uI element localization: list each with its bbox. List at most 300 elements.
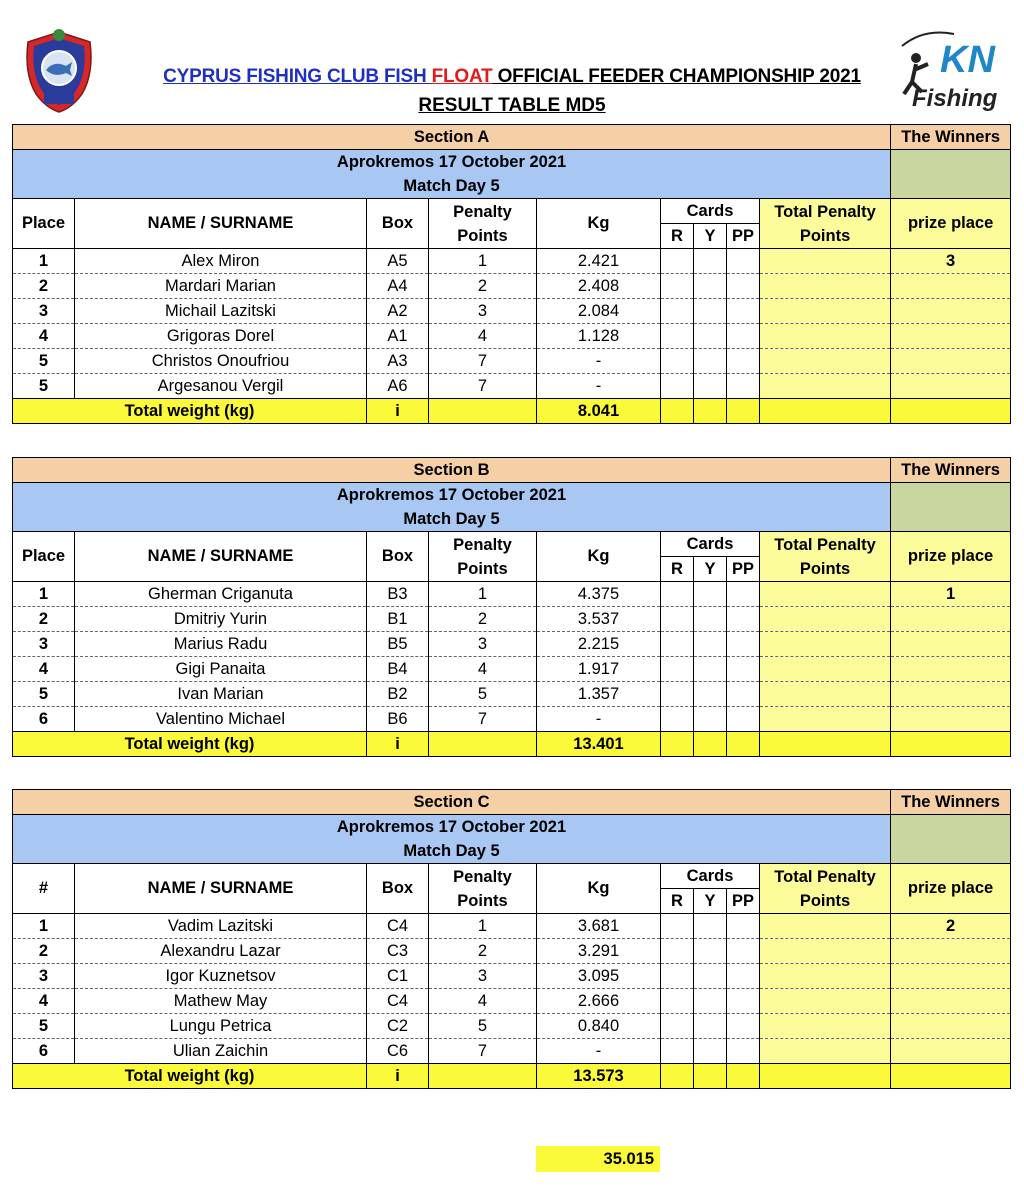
card-y-cell xyxy=(694,964,727,989)
total-kg: 13.573 xyxy=(537,1064,661,1089)
column-header-row xyxy=(13,532,1011,557)
results-section-a xyxy=(12,124,1010,424)
total-penalty-cell xyxy=(760,324,891,349)
total-penalty-blank xyxy=(760,399,891,424)
box-cell: B5 xyxy=(367,632,429,657)
name-cell: Gigi Panaita xyxy=(75,657,367,682)
penalty-points-cell: 7 xyxy=(429,707,537,732)
penalty-points-cell: 5 xyxy=(429,682,537,707)
card-r-cell xyxy=(661,632,694,657)
total-penalty-cell xyxy=(760,707,891,732)
col-box-header: Box xyxy=(367,199,429,249)
box-cell: B1 xyxy=(367,607,429,632)
card-pp-cell xyxy=(727,299,760,324)
card-y-cell xyxy=(694,1039,727,1064)
name-cell: Grigoras Dorel xyxy=(75,324,367,349)
total-r-blank xyxy=(661,732,694,757)
total-r-blank xyxy=(661,1064,694,1089)
total-penalty-cell xyxy=(760,989,891,1014)
card-r-header: R xyxy=(661,224,694,249)
total-penalty-cell xyxy=(760,682,891,707)
prize-place-cell xyxy=(891,964,1011,989)
results-table xyxy=(12,457,1011,757)
penalty-label-2: Points xyxy=(457,559,508,578)
table-row xyxy=(13,939,1011,964)
penalty-points-cell: 1 xyxy=(429,249,537,274)
box-cell: A1 xyxy=(367,324,429,349)
col-total-penalty-header xyxy=(760,532,891,582)
grand-total-weight: 35.015 xyxy=(536,1146,660,1172)
card-pp-cell xyxy=(727,249,760,274)
prize-place-cell xyxy=(891,707,1011,732)
page-subtitle: RESULT TABLE MD5 xyxy=(418,95,606,116)
table-row xyxy=(13,374,1011,399)
place-cell: 6 xyxy=(13,707,75,732)
total-row xyxy=(13,1064,1011,1089)
winners-blank xyxy=(891,815,1011,864)
total-y-blank xyxy=(694,399,727,424)
card-y-cell xyxy=(694,374,727,399)
box-cell: B3 xyxy=(367,582,429,607)
match-day: Match Day 5 xyxy=(13,174,891,199)
card-y-cell xyxy=(694,324,727,349)
kg-cell: 3.537 xyxy=(537,607,661,632)
name-cell: Igor Kuznetsov xyxy=(75,964,367,989)
section-title: Section B xyxy=(13,458,891,483)
total-penalty-cell xyxy=(760,1014,891,1039)
col-cards-header: Cards xyxy=(661,199,760,224)
venue-row xyxy=(13,150,1011,175)
col-place-header: Place xyxy=(13,199,75,249)
kg-cell: 2.421 xyxy=(537,249,661,274)
total-penalty-cell xyxy=(760,607,891,632)
card-pp-cell xyxy=(727,657,760,682)
prize-place-cell xyxy=(891,657,1011,682)
place-cell: 1 xyxy=(13,582,75,607)
total-pp-blank xyxy=(727,1064,760,1089)
name-cell: Mardari Marian xyxy=(75,274,367,299)
card-pp-cell xyxy=(727,707,760,732)
card-r-cell xyxy=(661,274,694,299)
prize-place-cell xyxy=(891,632,1011,657)
card-r-cell xyxy=(661,964,694,989)
col-name-header: NAME / SURNAME xyxy=(75,199,367,249)
card-pp-header: PP xyxy=(727,557,760,582)
card-y-cell xyxy=(694,299,727,324)
penalty-points-cell: 2 xyxy=(429,274,537,299)
box-cell: A4 xyxy=(367,274,429,299)
col-prize-header: prize place xyxy=(891,532,1011,582)
penalty-points-cell: 7 xyxy=(429,1039,537,1064)
prize-place-cell: 1 xyxy=(891,582,1011,607)
card-pp-header: PP xyxy=(727,889,760,914)
penalty-points-cell: 3 xyxy=(429,964,537,989)
winners-header: The Winners xyxy=(891,125,1011,150)
col-kg-header: Kg xyxy=(537,532,661,582)
penalty-points-cell: 5 xyxy=(429,1014,537,1039)
place-cell: 3 xyxy=(13,299,75,324)
table-row xyxy=(13,1039,1011,1064)
card-r-cell xyxy=(661,582,694,607)
box-cell: B2 xyxy=(367,682,429,707)
place-cell: 5 xyxy=(13,682,75,707)
name-cell: Argesanou Vergil xyxy=(75,374,367,399)
card-y-cell xyxy=(694,657,727,682)
col-kg-header: Kg xyxy=(537,199,661,249)
box-cell: C4 xyxy=(367,914,429,939)
card-pp-cell xyxy=(727,632,760,657)
card-pp-header: PP xyxy=(727,224,760,249)
card-y-cell xyxy=(694,632,727,657)
total-y-blank xyxy=(694,732,727,757)
box-cell: C2 xyxy=(367,1014,429,1039)
total-penalty-cell xyxy=(760,249,891,274)
page-header xyxy=(0,0,1024,125)
total-box: i xyxy=(367,732,429,757)
total-penalty-label-2: Points xyxy=(799,891,851,910)
prize-place-cell xyxy=(891,1039,1011,1064)
col-box-header: Box xyxy=(367,864,429,914)
kg-cell: 1.128 xyxy=(537,324,661,349)
kg-cell: 3.681 xyxy=(537,914,661,939)
table-row xyxy=(13,324,1011,349)
total-penalty-blank xyxy=(760,1064,891,1089)
card-y-header: Y xyxy=(694,224,727,249)
penalty-label-1: Penalty xyxy=(453,535,512,554)
prize-place-cell xyxy=(891,374,1011,399)
col-place-header: Place xyxy=(13,532,75,582)
match-day: Match Day 5 xyxy=(13,507,891,532)
name-cell: Michail Lazitski xyxy=(75,299,367,324)
card-pp-cell xyxy=(727,964,760,989)
prize-place-cell xyxy=(891,939,1011,964)
card-r-cell xyxy=(661,374,694,399)
card-y-cell xyxy=(694,607,727,632)
title-part-blue: CYPRUS FISHING CLUB FISH xyxy=(163,66,432,87)
card-r-cell xyxy=(661,657,694,682)
name-cell: Alexandru Lazar xyxy=(75,939,367,964)
place-cell: 4 xyxy=(13,324,75,349)
table-row xyxy=(13,989,1011,1014)
total-pp-blank xyxy=(727,732,760,757)
total-penalty-cell xyxy=(760,274,891,299)
table-row xyxy=(13,299,1011,324)
penalty-points-cell: 1 xyxy=(429,914,537,939)
col-total-penalty-header xyxy=(760,864,891,914)
total-label: Total weight (kg) xyxy=(13,732,367,757)
kg-cell: - xyxy=(537,349,661,374)
table-row xyxy=(13,682,1011,707)
kg-cell: 4.375 xyxy=(537,582,661,607)
name-cell: Dmitriy Yurin xyxy=(75,607,367,632)
prize-place-cell xyxy=(891,274,1011,299)
total-y-blank xyxy=(694,1064,727,1089)
kg-cell: 1.917 xyxy=(537,657,661,682)
prize-place-cell xyxy=(891,299,1011,324)
card-y-cell xyxy=(694,707,727,732)
total-penalty-cell xyxy=(760,374,891,399)
results-section-c xyxy=(12,789,1010,1089)
table-row xyxy=(13,274,1011,299)
total-prize-blank xyxy=(891,1064,1011,1089)
card-y-cell xyxy=(694,1014,727,1039)
card-r-header: R xyxy=(661,557,694,582)
prize-place-cell: 3 xyxy=(891,249,1011,274)
total-penalty-label-2: Points xyxy=(799,559,851,578)
box-cell: A5 xyxy=(367,249,429,274)
total-prize-blank xyxy=(891,732,1011,757)
card-pp-cell xyxy=(727,989,760,1014)
card-r-cell xyxy=(661,939,694,964)
penalty-points-cell: 4 xyxy=(429,989,537,1014)
total-box: i xyxy=(367,1064,429,1089)
card-pp-cell xyxy=(727,274,760,299)
place-cell: 2 xyxy=(13,607,75,632)
penalty-points-cell: 3 xyxy=(429,299,537,324)
venue-date: Aprokremos 17 October 2021 xyxy=(13,815,891,840)
total-label: Total weight (kg) xyxy=(13,399,367,424)
card-pp-cell xyxy=(727,324,760,349)
card-y-cell xyxy=(694,249,727,274)
section-title: Section A xyxy=(13,125,891,150)
total-box: i xyxy=(367,399,429,424)
total-penalty-label-1: Total Penalty xyxy=(774,867,876,886)
kg-cell: - xyxy=(537,1039,661,1064)
match-day: Match Day 5 xyxy=(13,839,891,864)
name-cell: Christos Onoufriou xyxy=(75,349,367,374)
total-penalty-cell xyxy=(760,964,891,989)
box-cell: A6 xyxy=(367,374,429,399)
results-table xyxy=(12,789,1011,1089)
box-cell: C3 xyxy=(367,939,429,964)
box-cell: A3 xyxy=(367,349,429,374)
section-title: Section C xyxy=(13,790,891,815)
prize-place-cell xyxy=(891,324,1011,349)
card-pp-cell xyxy=(727,374,760,399)
prize-place-cell xyxy=(891,682,1011,707)
penalty-label-1: Penalty xyxy=(453,867,512,886)
prize-place-cell xyxy=(891,349,1011,374)
penalty-points-cell: 7 xyxy=(429,349,537,374)
place-cell: 2 xyxy=(13,939,75,964)
card-pp-cell xyxy=(727,1014,760,1039)
table-row xyxy=(13,607,1011,632)
winners-header: The Winners xyxy=(891,790,1011,815)
matchday-row xyxy=(13,174,1011,199)
place-cell: 3 xyxy=(13,964,75,989)
column-header-row xyxy=(13,864,1011,889)
col-cards-header: Cards xyxy=(661,532,760,557)
place-cell: 4 xyxy=(13,989,75,1014)
penalty-points-cell: 4 xyxy=(429,324,537,349)
name-cell: Lungu Petrica xyxy=(75,1014,367,1039)
svg-text:KN: KN xyxy=(940,39,995,81)
kg-cell: 3.291 xyxy=(537,939,661,964)
venue-date: Aprokremos 17 October 2021 xyxy=(13,150,891,175)
svg-text:Fishing: Fishing xyxy=(912,85,998,112)
section-title-row xyxy=(13,790,1011,815)
card-pp-cell xyxy=(727,582,760,607)
col-place-header: # xyxy=(13,864,75,914)
box-cell: C1 xyxy=(367,964,429,989)
penalty-label-2: Points xyxy=(457,891,508,910)
kg-cell: - xyxy=(537,707,661,732)
col-prize-header: prize place xyxy=(891,199,1011,249)
col-box-header: Box xyxy=(367,532,429,582)
card-y-header: Y xyxy=(694,889,727,914)
name-cell: Ulian Zaichin xyxy=(75,1039,367,1064)
column-header-row xyxy=(13,199,1011,224)
penalty-label-2: Points xyxy=(457,226,508,245)
total-penalty-cell xyxy=(760,657,891,682)
table-row xyxy=(13,914,1011,939)
kg-cell: - xyxy=(537,374,661,399)
box-cell: B6 xyxy=(367,707,429,732)
kg-cell: 2.084 xyxy=(537,299,661,324)
penalty-points-cell: 3 xyxy=(429,632,537,657)
penalty-points-cell: 4 xyxy=(429,657,537,682)
table-row xyxy=(13,349,1011,374)
winners-blank xyxy=(891,483,1011,532)
card-pp-cell xyxy=(727,682,760,707)
place-cell: 5 xyxy=(13,349,75,374)
col-cards-header: Cards xyxy=(661,864,760,889)
total-points-blank xyxy=(429,732,537,757)
kg-cell: 3.095 xyxy=(537,964,661,989)
table-row xyxy=(13,1014,1011,1039)
card-y-cell xyxy=(694,582,727,607)
table-row xyxy=(13,632,1011,657)
card-r-cell xyxy=(661,1039,694,1064)
box-cell: C4 xyxy=(367,989,429,1014)
card-y-cell xyxy=(694,939,727,964)
card-r-cell xyxy=(661,299,694,324)
total-points-blank xyxy=(429,1064,537,1089)
card-r-cell xyxy=(661,914,694,939)
penalty-points-cell: 7 xyxy=(429,374,537,399)
name-cell: Gherman Criganuta xyxy=(75,582,367,607)
matchday-row xyxy=(13,839,1011,864)
results-section-b xyxy=(12,457,1010,757)
prize-place-cell xyxy=(891,607,1011,632)
total-r-blank xyxy=(661,399,694,424)
table-row xyxy=(13,707,1011,732)
kg-cell: 2.666 xyxy=(537,989,661,1014)
prize-place-cell xyxy=(891,1014,1011,1039)
total-penalty-cell xyxy=(760,349,891,374)
total-penalty-blank xyxy=(760,732,891,757)
winners-blank xyxy=(891,150,1011,199)
card-y-header: Y xyxy=(694,557,727,582)
card-r-cell xyxy=(661,1014,694,1039)
table-row xyxy=(13,582,1011,607)
place-cell: 1 xyxy=(13,249,75,274)
place-cell: 5 xyxy=(13,1014,75,1039)
place-cell: 1 xyxy=(13,914,75,939)
total-row xyxy=(13,732,1011,757)
card-y-cell xyxy=(694,682,727,707)
total-penalty-label-2: Points xyxy=(799,226,851,245)
section-title-row xyxy=(13,125,1011,150)
box-cell: B4 xyxy=(367,657,429,682)
card-r-cell xyxy=(661,707,694,732)
winners-header: The Winners xyxy=(891,458,1011,483)
kg-cell: 2.408 xyxy=(537,274,661,299)
total-row xyxy=(13,399,1011,424)
total-penalty-cell xyxy=(760,299,891,324)
results-table xyxy=(12,124,1011,424)
name-cell: Marius Radu xyxy=(75,632,367,657)
total-points-blank xyxy=(429,399,537,424)
name-cell: Ivan Marian xyxy=(75,682,367,707)
total-penalty-cell xyxy=(760,1039,891,1064)
total-penalty-cell xyxy=(760,914,891,939)
total-penalty-label-1: Total Penalty xyxy=(774,535,876,554)
total-penalty-label-1: Total Penalty xyxy=(774,202,876,221)
place-cell: 6 xyxy=(13,1039,75,1064)
col-penalty-header xyxy=(429,199,537,249)
total-kg: 13.401 xyxy=(537,732,661,757)
place-cell: 2 xyxy=(13,274,75,299)
penalty-points-cell: 1 xyxy=(429,582,537,607)
penalty-points-cell: 2 xyxy=(429,607,537,632)
table-row xyxy=(13,657,1011,682)
col-name-header: NAME / SURNAME xyxy=(75,532,367,582)
total-pp-blank xyxy=(727,399,760,424)
penalty-label-1: Penalty xyxy=(453,202,512,221)
total-kg: 8.041 xyxy=(537,399,661,424)
card-r-cell xyxy=(661,349,694,374)
title-part-red: FLOAT xyxy=(431,66,493,87)
card-r-header: R xyxy=(661,889,694,914)
prize-place-cell: 2 xyxy=(891,914,1011,939)
venue-date: Aprokremos 17 October 2021 xyxy=(13,483,891,508)
kg-cell: 0.840 xyxy=(537,1014,661,1039)
card-r-cell xyxy=(661,249,694,274)
kg-cell: 1.357 xyxy=(537,682,661,707)
venue-row xyxy=(13,815,1011,840)
total-prize-blank xyxy=(891,399,1011,424)
card-pp-cell xyxy=(727,939,760,964)
page-title xyxy=(0,66,1024,88)
card-pp-cell xyxy=(727,1039,760,1064)
card-pp-cell xyxy=(727,914,760,939)
name-cell: Alex Miron xyxy=(75,249,367,274)
card-y-cell xyxy=(694,349,727,374)
name-cell: Mathew May xyxy=(75,989,367,1014)
name-cell: Valentino Michael xyxy=(75,707,367,732)
place-cell: 4 xyxy=(13,657,75,682)
box-cell: A2 xyxy=(367,299,429,324)
place-cell: 3 xyxy=(13,632,75,657)
card-y-cell xyxy=(694,989,727,1014)
prize-place-cell xyxy=(891,989,1011,1014)
total-label: Total weight (kg) xyxy=(13,1064,367,1089)
card-r-cell xyxy=(661,989,694,1014)
total-penalty-cell xyxy=(760,582,891,607)
kn-fishing-logo-icon xyxy=(894,28,1016,112)
card-pp-cell xyxy=(727,349,760,374)
box-cell: C6 xyxy=(367,1039,429,1064)
title-part-black: OFFICIAL FEEDER CHAMPIONSHIP 2021 xyxy=(492,66,861,87)
col-kg-header: Kg xyxy=(537,864,661,914)
name-cell: Vadim Lazitski xyxy=(75,914,367,939)
matchday-row xyxy=(13,507,1011,532)
col-penalty-header xyxy=(429,532,537,582)
table-row xyxy=(13,249,1011,274)
col-prize-header: prize place xyxy=(891,864,1011,914)
total-penalty-cell xyxy=(760,632,891,657)
